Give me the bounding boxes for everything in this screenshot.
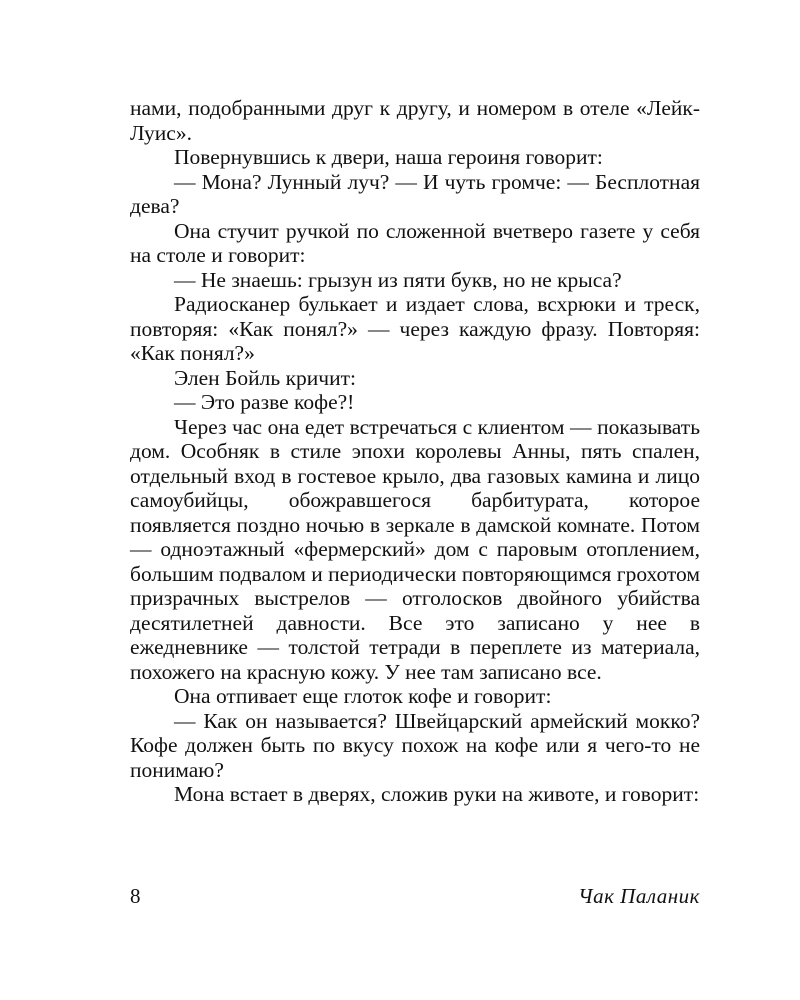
paragraph: Повернувшись к двери, наша героиня говорит: xyxy=(174,145,603,169)
paragraph: Мона встает в дверях, сложив руки на животе, и говорит: xyxy=(174,782,700,806)
page-footer xyxy=(130,884,700,914)
paragraph: Она отпивает еще глоток кофе и говорит: xyxy=(174,684,552,708)
body-text xyxy=(130,96,700,807)
paragraph: Радиосканер булькает и издает слова, всхрюки и треск, повторяя: «Как понял?» — через каждую фразу. Повторяя: «Как понял?» xyxy=(130,292,700,365)
paragraph: — Мона? Лунный луч? — И чуть громче: — Бесплотная дева? xyxy=(130,169,700,218)
running-footer-author: Чак Паланик xyxy=(578,884,700,908)
page-number: 8 xyxy=(130,884,141,908)
paragraph: — Не знаешь: грызун из пяти букв, но не крыса? xyxy=(174,267,622,292)
paragraph: Элен Бойль кричит: xyxy=(174,365,356,390)
paragraph: — Это разве кофе?! xyxy=(174,390,355,414)
paragraph: Она стучит ручкой по сложенной вчетверо газете у себя на столе и говорит: xyxy=(130,218,700,267)
paragraph-continuation: нами, подобранными друг к другу, и номером в отеле «Лейк-Луис». xyxy=(130,96,700,145)
paragraph: — Как он называется? Швейцарский армейский мокко? Кофе должен быть по вкусу похож на кофе или я чего-то не понимаю? xyxy=(130,708,700,782)
paragraph: Через час она едет встречаться с клиентом — показывать дом. Особняк в стиле эпохи королевы Анны, пять спален, отдельный вход в гостевое крыло, два газовых камина и лицо самоубийцы, обожравшегося барбитурата, которое появляется поздно ночью в зеркале в дамской комнате. Потом — одноэтажный «фермерский» дом с паровым отоплением, большим подвалом и периодически повторяющимся грохотом призрачных выстрелов — отголосков двойного убийства десятилетней давности. Все это записано у нее в ежедневнике — толстой тетради в переплете из материала, похожего на красную кожу. У нее там записано все. xyxy=(130,414,700,684)
